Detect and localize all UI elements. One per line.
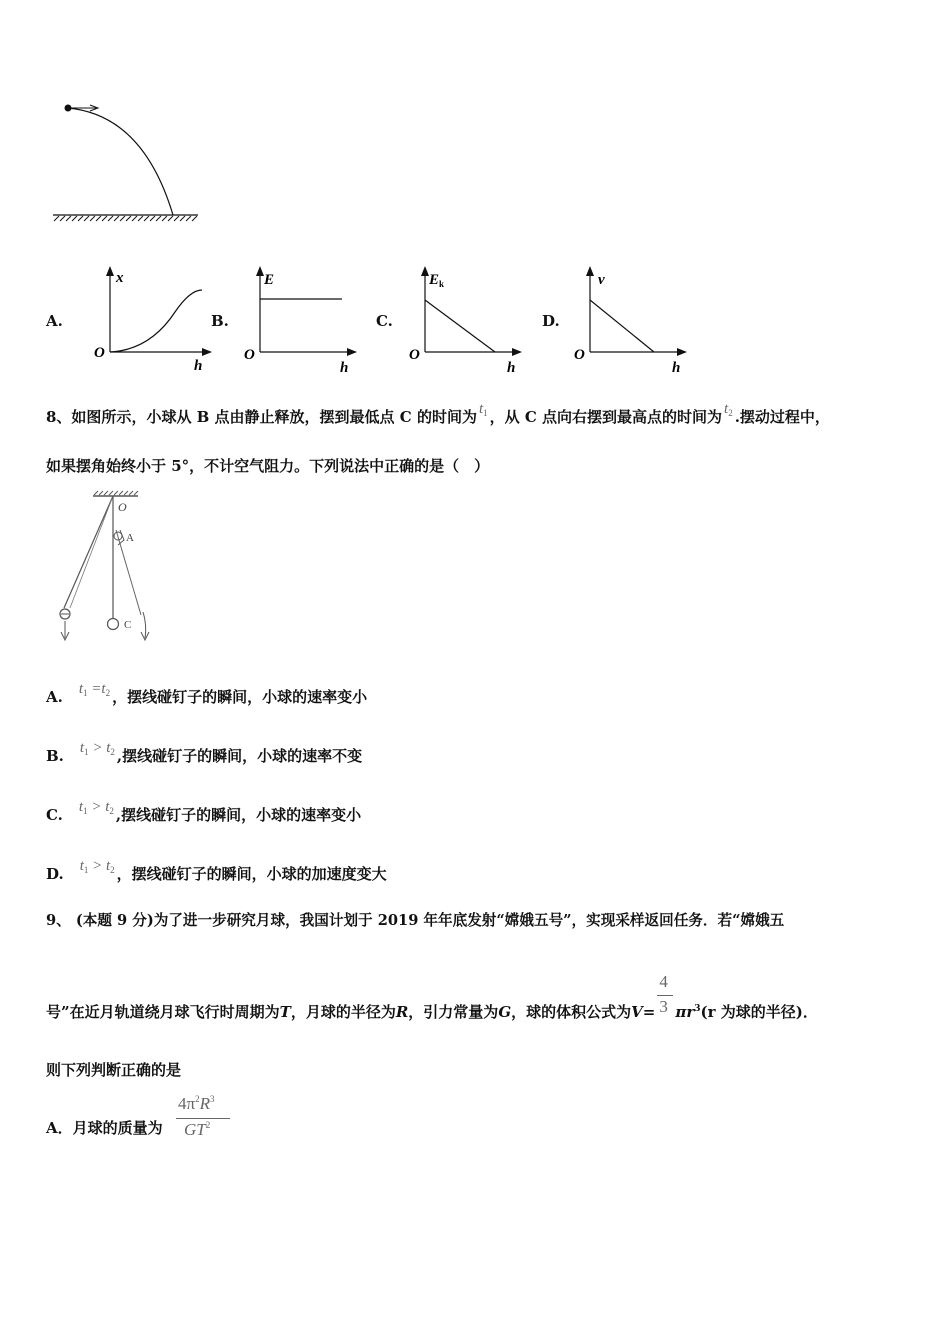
graph-a-origin: O: [94, 345, 105, 361]
projectile-figure: [48, 95, 203, 225]
q8-stem-part3: .摆动过程中，: [734, 408, 830, 426]
graph-c-origin: O: [409, 347, 420, 363]
q9-line2: 号”在近月轨道绕月球飞行时周期为T，月球的半径为R，引力常量为G，球的体积公式为V= $\frac{4}{3}$ $\pi r^3(r$ 为球的半径)．: [46, 972, 818, 1021]
q8-stem-part2: ，从 C 点向右摆到最高点的时间为: [489, 408, 723, 426]
pendulum-a-label: A: [126, 532, 134, 544]
q9-line3: 则下列判断正确的是: [46, 1061, 182, 1079]
volume-fraction: $\frac{4}{3}$: [657, 997, 673, 1017]
graph-b: [240, 262, 365, 377]
graph-b-x-label: h: [340, 360, 349, 376]
q8-option-d: D. $t_1 > t_2$ ，摆线碰钉子的瞬间，小球的加速度变大: [46, 858, 387, 883]
graph-a-y-label: x: [116, 270, 124, 286]
graph-d-origin: O: [574, 347, 585, 363]
q8-t2: $t_2$: [724, 401, 733, 418]
pendulum-figure: [48, 490, 178, 645]
pendulum-c-label: C: [124, 619, 132, 631]
graph-b-origin: O: [244, 347, 255, 363]
q8-t1: $t_1$: [478, 401, 488, 418]
graph-d-y-label: v: [598, 272, 605, 288]
q9-option-a: A．月球的质量为: [46, 1119, 163, 1137]
graph-c: [405, 262, 530, 377]
q9-line1: 9、 (本题 9 分)为了进一步研究月球，我国计划于 2019 年年底发射“嫦娥五号”，实现采样返回任务．若“嫦娥五: [46, 912, 785, 929]
graph-a: [90, 262, 215, 377]
graph-d-x-label: h: [672, 360, 681, 376]
q8-stem-line2: 如果摆角始终小于 5°，不计空气阻力。下列说法中正确的是（ ）: [46, 457, 490, 475]
moon-mass-fraction: $4\pi^2R^3$ $GT^2$: [176, 1094, 232, 1144]
graph-d: [570, 262, 695, 377]
graph-a-x-label: h: [194, 358, 203, 374]
q8-option-c: C. $t_1 > t_2$ ,摆线碰钉子的瞬间，小球的速率变小: [46, 799, 362, 824]
q7-option-a-label: A.: [46, 312, 63, 330]
q8-stem-part1: 8、如图所示，小球从 B 点由静止释放，摆到最低点 C 的时间为: [46, 408, 477, 426]
graph-c-x-label: h: [507, 360, 516, 376]
q8-stem-line1: [46, 401, 830, 432]
q8-option-a: A. $t_1 =t_2$ ，摆线碰钉子的瞬间，小球的速率变小: [46, 681, 368, 706]
q7-option-d-label: D.: [542, 312, 560, 330]
graph-c-y-label: $E_k$: [429, 272, 445, 289]
q7-option-b-label: B.: [211, 312, 229, 330]
q8-option-b: B. $t_1 > t_2$ ,摆线碰钉子的瞬间，小球的速率不变: [46, 740, 363, 765]
q7-option-c-label: C.: [376, 312, 393, 330]
graph-b-y-label: E: [264, 272, 275, 288]
pendulum-o-label: O: [118, 500, 127, 514]
